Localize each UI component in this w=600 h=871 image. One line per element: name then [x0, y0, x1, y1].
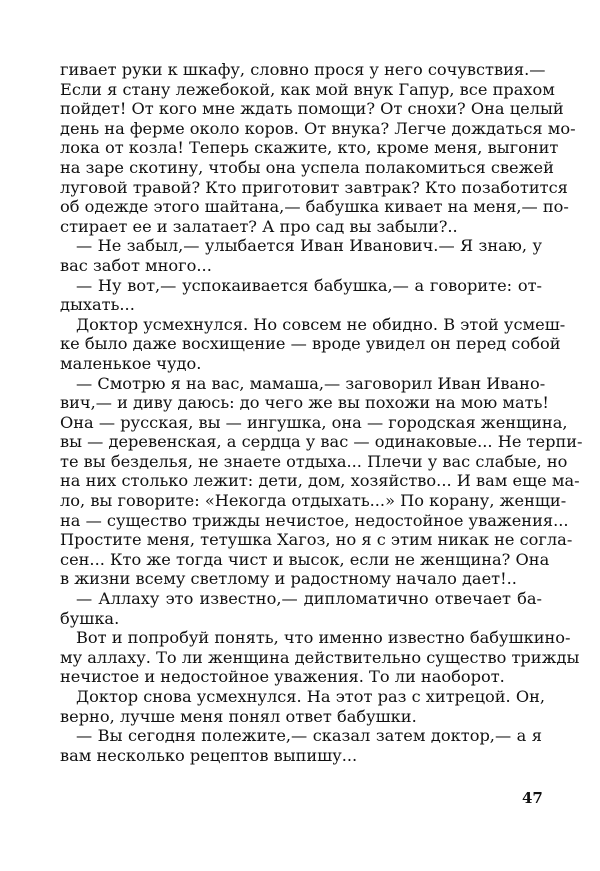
text-line: Простите меня, тетушка Хагоз, но я с этим никак не согла-: [60, 530, 573, 550]
text-line: стирает ее и залатает? А про сад вы забыли?..: [60, 216, 458, 236]
text-line: бушка.: [60, 608, 120, 628]
text-line: на них столько лежит: дети, дом, хозяйство... И вам еще ма-: [60, 471, 580, 491]
text-line: дыхать...: [60, 295, 135, 315]
page-number: 47: [522, 789, 543, 807]
text-line: ке было даже восхищение — вроде увидел он перед собой: [60, 334, 561, 354]
text-line: — Смотрю я на вас, мамаша,— заговорил Иван Ивано-: [76, 373, 546, 393]
text-line: нечистое и недостойное уважения. То ли наоборот.: [60, 667, 505, 687]
paragraph: [60, 276, 542, 315]
text-line: Она — русская, вы — ингушка, она — городская женщина,: [60, 412, 568, 432]
paragraph: [60, 726, 542, 765]
paragraph: [60, 373, 583, 590]
text-line: вы — деревенская, а сердца у вас — одинаковые... Не терпи-: [60, 432, 583, 452]
paragraph: [60, 60, 576, 236]
text-line: вич,— и диву даюсь: до чего же вы похожи на мою мать!: [60, 393, 549, 413]
text-line: те вы безделья, не знаете отдыха... Плечи у вас слабые, но: [60, 451, 568, 471]
text-line: вам несколько рецептов выпишу...: [60, 745, 358, 765]
text-line: му аллаху. То ли женщина действительно существо трижды: [60, 647, 580, 667]
paragraph: [60, 236, 542, 275]
text-line: Если я стану лежебокой, как мой внук Гапур, все прахом: [60, 79, 555, 99]
text-line: верно, лучше меня понял ответ бабушки.: [60, 706, 417, 726]
text-line: день на ферме около коров. От внука? Легче дождаться мо-: [60, 118, 576, 138]
text-line: вас забот много...: [60, 255, 212, 275]
page-body: [60, 60, 583, 765]
text-line: — Вы сегодня полежите,— сказал затем доктор,— а я: [76, 726, 542, 746]
text-line: луговой травой? Кто приготовит завтрак? Кто позаботится: [60, 177, 568, 197]
text-line: сен... Кто же тогда чист и высок, если не женщина? Она: [60, 549, 550, 569]
paragraph: [60, 589, 542, 628]
text-line: — Аллаху это известно,— дипломатично отвечает ба-: [76, 589, 542, 609]
text-line: лока от козла! Теперь скажите, кто, кроме меня, выгонит: [60, 138, 559, 158]
text-line: Доктор усмехнулся. Но совсем не обидно. В этой усмеш-: [76, 314, 566, 334]
text-line: маленькое чудо.: [60, 353, 202, 373]
text-line: — Ну вот,— успокаивается бабушка,— а говорите: от-: [76, 275, 542, 295]
text-line: Вот и попробуй понять, что именно известно бабушкино-: [76, 628, 571, 648]
text-line: ло, вы говорите: «Некогда отдыхать...» По корану, женщи-: [60, 491, 567, 511]
paragraph: [60, 687, 546, 726]
text-line: на заре скотину, чтобы она успела полакомиться свежей: [60, 157, 554, 177]
text-line: гивает руки к шкафу, словно прося у него сочувствия.—: [60, 60, 546, 79]
text-line: пойдет! От кого мне ждать помощи? От снохи? Она целый: [60, 99, 564, 119]
text-line: об одежде этого шайтана,— бабушка кивает на меня,— по-: [60, 197, 569, 217]
text-line: — Не забыл,— улыбается Иван Иванович.— Я знаю, у: [76, 236, 542, 256]
paragraph: [60, 314, 566, 374]
paragraph: [60, 628, 580, 687]
text-line: Доктор снова усмехнулся. На этот раз с хитрецой. Он,: [76, 687, 546, 706]
text-line: на — существо трижды нечистое, недостойное уважения...: [60, 510, 569, 530]
text-line: в жизни всему светлому и радостному начало дает!..: [60, 569, 517, 589]
